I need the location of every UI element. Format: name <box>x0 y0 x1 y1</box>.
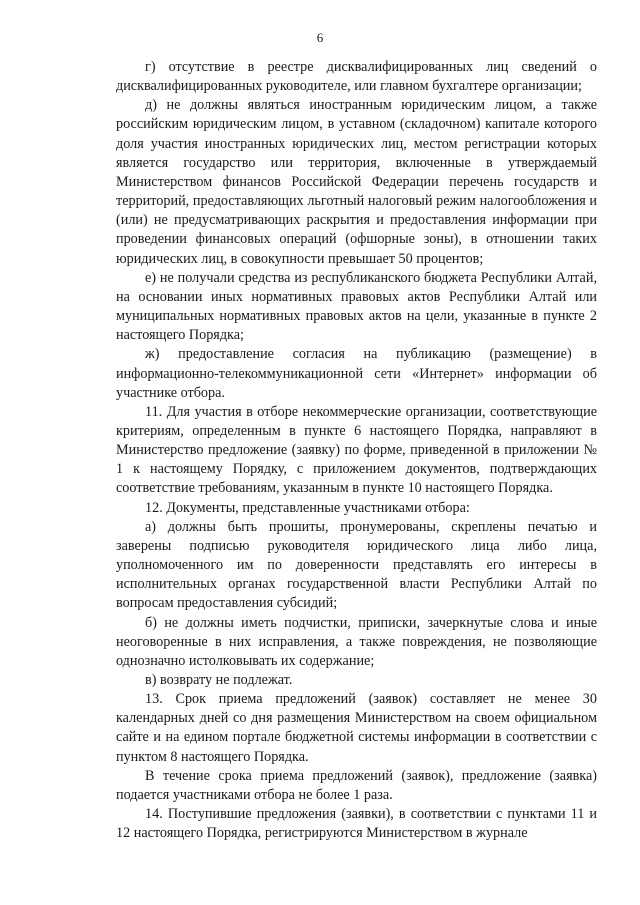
paragraph-12-v: в) возврату не подлежат. <box>145 672 293 688</box>
paragraph-e: е) не получали средства из республиканского бюджета Республики Алтай, на основании иных нормативных правовых актов Республики Алтай или муниципальных нормативных правовых актов на цели, указанные в пункте 2 настоящего Порядка; <box>116 269 597 344</box>
paragraph-zh: ж) предоставление согласия на публикацию (размещение) в информационно-телекоммуникационной сети «Интернет» информации об участнике отбора. <box>116 346 597 401</box>
paragraph-12-a: а) должны быть прошиты, пронумерованы, скреплены печатью и заверены подписью руководителя юридического лица либо лица, уполномоченного им по доверенности представлять его интересы в исполнительных органах государственной власти Республики Алтай по вопросам предоставления субсидий; <box>116 518 597 612</box>
paragraph-12: 12. Документы, представленные участниками отбора: <box>145 499 470 516</box>
document-body <box>116 58 597 843</box>
paragraph-13-term: В течение срока приема предложений (заявок), предложение (заявка) подается участниками отбора не более 1 раза. <box>116 767 597 803</box>
paragraph-11: 11. Для участия в отборе некоммерческие организации, соответствующие критериям, определенным в пункте 6 настоящего Порядка, направляют в Министерство предложение (заявку) по форме, приведенной в приложении № 1 к настоящему Порядку, с приложением документов, подтверждающих соответствие требованиям, указанным в пункте 10 настоящего Порядка. <box>116 403 597 497</box>
paragraph-14: 14. Поступившие предложения (заявки), в соответствии с пунктами 11 и 12 настоящего Порядка, регистрируются Министерством в журнале <box>116 806 597 842</box>
paragraph-12-b: б) не должны иметь подчистки, приписки, зачеркнутые слова и иные неоговоренные в них исправления, а также повреждения, не позволяющие однозначно истолковывать их содержание; <box>116 614 597 669</box>
page-number: 6 <box>316 30 324 45</box>
paragraph-g: г) отсутствие в реестре дисквалифицированных лиц сведений о дисквалифицированных руководителе, или главном бухгалтере организации; <box>116 59 597 95</box>
paragraph-13: 13. Срок приема предложений (заявок) составляет не менее 30 календарных дней со дня размещения Министерством на своем официальном сайте и на едином портале бюджетной системы информации в соответствии с пунктом 8 настоящего Порядка. <box>116 691 597 765</box>
paragraph-d: д) не должны являться иностранным юридическим лицом, а также российским юридическим лицом, в уставном (складочном) капитале которого доля участия иностранных юридических лиц, местом регистрации которых является государство или территория, включенные в утверждаемый Министерством финансов Российской Федерации перечень государств и территорий, предоставляющих льготный налоговый режим налогообложения и (или) не предусматривающих раскрытия и предоставления информации при проведении финансовых операций (офшорные зоны), в отношении таких юридических лиц, в совокупности превышает 50 процентов; <box>116 97 597 267</box>
